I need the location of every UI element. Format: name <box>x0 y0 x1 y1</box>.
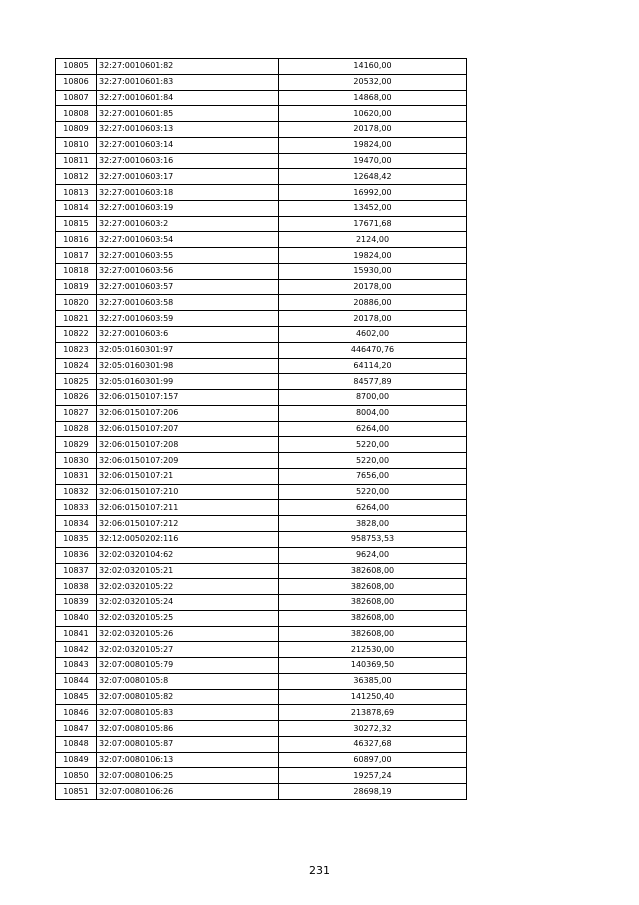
table-row <box>56 327 467 343</box>
cadastral-number-cell: 32:02:0320105:27 <box>97 642 279 658</box>
table-row <box>56 279 467 295</box>
cadastral-number-cell: 32:12:0050202:116 <box>97 531 279 547</box>
value-cell: 382608,00 <box>279 610 467 626</box>
cadastral-number-cell: 32:27:0010603:58 <box>97 295 279 311</box>
row-number-cell: 10816 <box>56 232 97 248</box>
row-number-cell: 10837 <box>56 563 97 579</box>
value-cell: 19257,24 <box>279 768 467 784</box>
table-row <box>56 311 467 327</box>
row-number-cell: 10814 <box>56 200 97 216</box>
cadastral-number-cell: 32:27:0010601:83 <box>97 74 279 90</box>
value-cell: 5220,00 <box>279 453 467 469</box>
cadastral-number-cell: 32:27:0010601:82 <box>97 59 279 75</box>
value-cell: 15930,00 <box>279 263 467 279</box>
row-number-cell: 10818 <box>56 263 97 279</box>
cadastral-number-cell: 32:07:0080105:79 <box>97 658 279 674</box>
row-number-cell: 10850 <box>56 768 97 784</box>
table-row <box>56 516 467 532</box>
value-cell: 28698,19 <box>279 784 467 800</box>
row-number-cell: 10846 <box>56 705 97 721</box>
table-row <box>56 358 467 374</box>
table-row <box>56 232 467 248</box>
cadastral-number-cell: 32:07:0080105:8 <box>97 673 279 689</box>
cadastral-number-cell: 32:27:0010603:16 <box>97 153 279 169</box>
value-cell: 30272,32 <box>279 721 467 737</box>
cadastral-number-cell: 32:06:0150107:210 <box>97 484 279 500</box>
table-row <box>56 216 467 232</box>
value-cell: 14160,00 <box>279 59 467 75</box>
table-row <box>56 484 467 500</box>
cadastral-number-cell: 32:07:0080106:25 <box>97 768 279 784</box>
row-number-cell: 10828 <box>56 421 97 437</box>
row-number-cell: 10812 <box>56 169 97 185</box>
value-cell: 213878,69 <box>279 705 467 721</box>
row-number-cell: 10819 <box>56 279 97 295</box>
row-number-cell: 10839 <box>56 595 97 611</box>
cadastral-number-cell: 32:06:0150107:206 <box>97 405 279 421</box>
table-row <box>56 468 467 484</box>
cadastral-number-cell: 32:02:0320104:62 <box>97 547 279 563</box>
value-cell: 3828,00 <box>279 516 467 532</box>
row-number-cell: 10835 <box>56 531 97 547</box>
row-number-cell: 10838 <box>56 579 97 595</box>
table-row <box>56 736 467 752</box>
table-row <box>56 453 467 469</box>
value-cell: 382608,00 <box>279 579 467 595</box>
value-cell: 212530,00 <box>279 642 467 658</box>
row-number-cell: 10851 <box>56 784 97 800</box>
row-number-cell: 10805 <box>56 59 97 75</box>
value-cell: 17671,68 <box>279 216 467 232</box>
table-row <box>56 784 467 800</box>
data-table <box>55 58 467 800</box>
table-row <box>56 106 467 122</box>
table-row <box>56 390 467 406</box>
value-cell: 140369,50 <box>279 658 467 674</box>
value-cell: 20178,00 <box>279 279 467 295</box>
value-cell: 10620,00 <box>279 106 467 122</box>
row-number-cell: 10842 <box>56 642 97 658</box>
value-cell: 13452,00 <box>279 200 467 216</box>
value-cell: 141250,40 <box>279 689 467 705</box>
value-cell: 4602,00 <box>279 327 467 343</box>
value-cell: 19824,00 <box>279 248 467 264</box>
value-cell: 5220,00 <box>279 437 467 453</box>
cadastral-number-cell: 32:07:0080105:82 <box>97 689 279 705</box>
table-row <box>56 579 467 595</box>
value-cell: 2124,00 <box>279 232 467 248</box>
table-row <box>56 626 467 642</box>
value-cell: 60897,00 <box>279 752 467 768</box>
row-number-cell: 10847 <box>56 721 97 737</box>
row-number-cell: 10823 <box>56 342 97 358</box>
row-number-cell: 10845 <box>56 689 97 705</box>
row-number-cell: 10848 <box>56 736 97 752</box>
cadastral-number-cell: 32:06:0150107:21 <box>97 468 279 484</box>
table-row <box>56 642 467 658</box>
row-number-cell: 10808 <box>56 106 97 122</box>
row-number-cell: 10822 <box>56 327 97 343</box>
table-row <box>56 563 467 579</box>
value-cell: 20886,00 <box>279 295 467 311</box>
page-number: 231 <box>309 864 330 877</box>
table-row <box>56 59 467 75</box>
table-row <box>56 200 467 216</box>
value-cell: 36385,00 <box>279 673 467 689</box>
table-row <box>56 74 467 90</box>
value-cell: 958753,53 <box>279 531 467 547</box>
cadastral-number-cell: 32:06:0150107:212 <box>97 516 279 532</box>
cadastral-number-cell: 32:05:0160301:98 <box>97 358 279 374</box>
value-cell: 20178,00 <box>279 311 467 327</box>
row-number-cell: 10821 <box>56 311 97 327</box>
table-row <box>56 342 467 358</box>
table-row <box>56 705 467 721</box>
row-number-cell: 10843 <box>56 658 97 674</box>
cadastral-number-cell: 32:27:0010603:54 <box>97 232 279 248</box>
value-cell: 7656,00 <box>279 468 467 484</box>
row-number-cell: 10827 <box>56 405 97 421</box>
table-row <box>56 768 467 784</box>
table-row <box>56 122 467 138</box>
table-row <box>56 185 467 201</box>
table-row <box>56 673 467 689</box>
table-row <box>56 374 467 390</box>
cadastral-number-cell: 32:06:0150107:207 <box>97 421 279 437</box>
row-number-cell: 10829 <box>56 437 97 453</box>
value-cell: 19470,00 <box>279 153 467 169</box>
table-row <box>56 689 467 705</box>
cadastral-number-cell: 32:06:0150107:209 <box>97 453 279 469</box>
value-cell: 14868,00 <box>279 90 467 106</box>
cadastral-number-cell: 32:02:0320105:22 <box>97 579 279 595</box>
cadastral-number-cell: 32:02:0320105:24 <box>97 595 279 611</box>
value-cell: 382608,00 <box>279 626 467 642</box>
value-cell: 9624,00 <box>279 547 467 563</box>
cadastral-number-cell: 32:05:0160301:97 <box>97 342 279 358</box>
row-number-cell: 10806 <box>56 74 97 90</box>
table-row <box>56 169 467 185</box>
value-cell: 382608,00 <box>279 595 467 611</box>
cadastral-number-cell: 32:06:0150107:157 <box>97 390 279 406</box>
cadastral-number-cell: 32:27:0010603:18 <box>97 185 279 201</box>
row-number-cell: 10849 <box>56 752 97 768</box>
value-cell: 6264,00 <box>279 421 467 437</box>
row-number-cell: 10836 <box>56 547 97 563</box>
table-row <box>56 263 467 279</box>
value-cell: 84577,89 <box>279 374 467 390</box>
row-number-cell: 10834 <box>56 516 97 532</box>
cadastral-number-cell: 32:06:0150107:208 <box>97 437 279 453</box>
value-cell: 46327,68 <box>279 736 467 752</box>
value-cell: 64114,20 <box>279 358 467 374</box>
cadastral-number-cell: 32:07:0080105:83 <box>97 705 279 721</box>
row-number-cell: 10809 <box>56 122 97 138</box>
row-number-cell: 10840 <box>56 610 97 626</box>
row-number-cell: 10830 <box>56 453 97 469</box>
value-cell: 16992,00 <box>279 185 467 201</box>
cadastral-number-cell: 32:02:0320105:26 <box>97 626 279 642</box>
table-row <box>56 547 467 563</box>
value-cell: 8004,00 <box>279 405 467 421</box>
cadastral-number-cell: 32:07:0080106:26 <box>97 784 279 800</box>
row-number-cell: 10815 <box>56 216 97 232</box>
data-table-body <box>56 59 467 800</box>
value-cell: 19824,00 <box>279 137 467 153</box>
cadastral-number-cell: 32:27:0010603:17 <box>97 169 279 185</box>
row-number-cell: 10841 <box>56 626 97 642</box>
value-cell: 12648,42 <box>279 169 467 185</box>
value-cell: 5220,00 <box>279 484 467 500</box>
row-number-cell: 10831 <box>56 468 97 484</box>
row-number-cell: 10817 <box>56 248 97 264</box>
table-row <box>56 531 467 547</box>
table-row <box>56 248 467 264</box>
cadastral-number-cell: 32:05:0160301:99 <box>97 374 279 390</box>
row-number-cell: 10810 <box>56 137 97 153</box>
table-row <box>56 295 467 311</box>
cadastral-number-cell: 32:27:0010603:6 <box>97 327 279 343</box>
row-number-cell: 10807 <box>56 90 97 106</box>
cadastral-number-cell: 32:07:0080106:13 <box>97 752 279 768</box>
value-cell: 20178,00 <box>279 122 467 138</box>
cadastral-number-cell: 32:27:0010603:59 <box>97 311 279 327</box>
value-cell: 20532,00 <box>279 74 467 90</box>
row-number-cell: 10813 <box>56 185 97 201</box>
row-number-cell: 10811 <box>56 153 97 169</box>
cadastral-number-cell: 32:27:0010601:85 <box>97 106 279 122</box>
cadastral-number-cell: 32:06:0150107:211 <box>97 500 279 516</box>
table-row <box>56 752 467 768</box>
cadastral-number-cell: 32:02:0320105:21 <box>97 563 279 579</box>
row-number-cell: 10824 <box>56 358 97 374</box>
table-row <box>56 137 467 153</box>
table-row <box>56 500 467 516</box>
cadastral-number-cell: 32:27:0010603:13 <box>97 122 279 138</box>
cadastral-number-cell: 32:27:0010603:2 <box>97 216 279 232</box>
row-number-cell: 10826 <box>56 390 97 406</box>
row-number-cell: 10832 <box>56 484 97 500</box>
table-row <box>56 658 467 674</box>
table-row <box>56 421 467 437</box>
cadastral-number-cell: 32:27:0010601:84 <box>97 90 279 106</box>
table-row <box>56 90 467 106</box>
row-number-cell: 10825 <box>56 374 97 390</box>
cadastral-number-cell: 32:07:0080105:86 <box>97 721 279 737</box>
cadastral-number-cell: 32:07:0080105:87 <box>97 736 279 752</box>
value-cell: 446470,76 <box>279 342 467 358</box>
table-row <box>56 437 467 453</box>
value-cell: 6264,00 <box>279 500 467 516</box>
cadastral-number-cell: 32:27:0010603:57 <box>97 279 279 295</box>
table-row <box>56 721 467 737</box>
row-number-cell: 10820 <box>56 295 97 311</box>
cadastral-number-cell: 32:02:0320105:25 <box>97 610 279 626</box>
table-row <box>56 610 467 626</box>
value-cell: 382608,00 <box>279 563 467 579</box>
cadastral-number-cell: 32:27:0010603:56 <box>97 263 279 279</box>
value-cell: 8700,00 <box>279 390 467 406</box>
row-number-cell: 10833 <box>56 500 97 516</box>
row-number-cell: 10844 <box>56 673 97 689</box>
table-row <box>56 153 467 169</box>
table-row <box>56 405 467 421</box>
table-row <box>56 595 467 611</box>
cadastral-number-cell: 32:27:0010603:55 <box>97 248 279 264</box>
cadastral-number-cell: 32:27:0010603:14 <box>97 137 279 153</box>
cadastral-number-cell: 32:27:0010603:19 <box>97 200 279 216</box>
